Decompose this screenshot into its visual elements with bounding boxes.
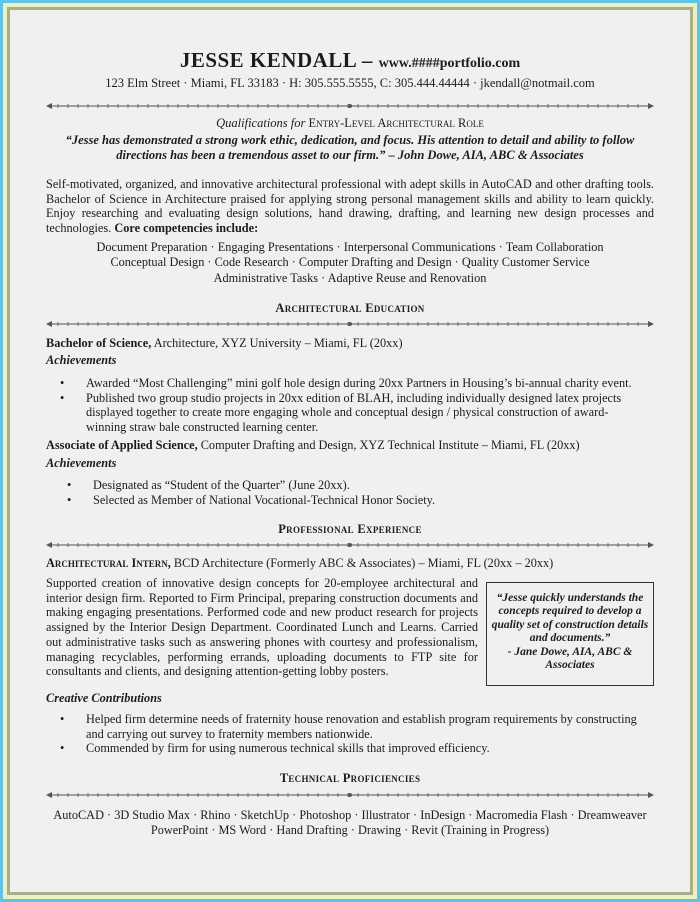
- list-item: [60, 390, 646, 435]
- divider-arrow-icon: [648, 103, 654, 109]
- job-title: Architectural Intern,: [46, 556, 171, 570]
- testimonial-author: - Jane Dowe, AIA, ABC & Associates: [507, 645, 633, 672]
- education-heading: Architectural Education: [275, 301, 425, 315]
- degree-detail: Architecture, XYZ University – Miami, FL (20xx): [151, 336, 403, 350]
- divider-arrow-icon: [648, 321, 654, 327]
- divider-center-dot: [348, 543, 352, 547]
- bullet-icon: •: [60, 390, 65, 405]
- divider-rule: [46, 791, 654, 799]
- ruler-divider-graphic: [46, 102, 654, 110]
- list-item: [67, 478, 653, 493]
- contact-info: 123 Elm Street · Miami, FL 33183 · H: 305.555.5555, C: 305.444.44444 · jkendall@notmail.com: [105, 76, 595, 90]
- degree-line: [46, 438, 580, 453]
- degree-name: Associate of Applied Science,: [46, 438, 198, 452]
- resume-page: [10, 10, 690, 892]
- bullet-text: Helped firm determine needs of fraternity house renovation and establish program requirements by constructing and carrying out survey to fraternity members nationwide.: [86, 712, 637, 741]
- divider-arrow-icon: [46, 542, 52, 548]
- divider-rule: [46, 102, 654, 110]
- bullet-text: Selected as Member of National Vocational-Technical Honor Society.: [93, 492, 436, 507]
- technical-heading: Technical Proficiencies: [279, 771, 421, 785]
- achievements-list: [67, 478, 653, 507]
- divider-center-dot: [348, 104, 352, 108]
- quote-line-1: “Jesse has demonstrated a strong work ethic, dedication, and focus. His attention to detail and ability to follow: [65, 133, 635, 147]
- portfolio-url[interactable]: www.####portfolio.com: [378, 56, 521, 71]
- job-detail: BCD Architecture (Formerly ABC & Associates) – Miami, FL (20xx – 20xx): [170, 556, 554, 570]
- bullet-text: Commended by firm for using numerous technical skills that improved efficiency.: [86, 741, 490, 756]
- list-item: [60, 376, 646, 391]
- contributions-label: Creative Contributions: [46, 691, 162, 705]
- qualifications-prefix: Qualifications for: [216, 116, 309, 130]
- divider-arrow-icon: [46, 321, 52, 327]
- core-competencies: [10, 240, 690, 286]
- divider-arrow-icon: [648, 542, 654, 548]
- degree-detail: Computer Drafting and Design, XYZ Technical Institute – Miami, FL (20xx): [197, 438, 580, 452]
- header-name-line: [10, 48, 690, 73]
- bullet-icon: •: [60, 376, 65, 390]
- bullet-icon: •: [67, 478, 72, 492]
- degree-line: [46, 336, 403, 351]
- bullet-text: Published two group studio projects in 20xx edition of BLAH, including individually designed latex projects displayed together to create more engaging whole and conceptual design / physical construction of award-winning straw bale constructed learning center.: [86, 390, 622, 435]
- job-line: [46, 556, 553, 571]
- list-item: [60, 741, 654, 756]
- ruler-divider-graphic: [46, 320, 654, 328]
- profile-summary: [46, 177, 654, 236]
- skills-line: PowerPoint · MS Word · Hand Drafting · Drawing · Revit (Training in Progress): [150, 823, 550, 838]
- ruler-divider-graphic: [46, 791, 654, 799]
- candidate-name: JESSE KENDALL: [179, 48, 357, 72]
- divider-rule: [46, 320, 654, 328]
- skills-line: AutoCAD · 3D Studio Max · Rhino · SketchUp · Photoshop · Illustrator · InDesign · Macromedia Flash · Dreamweaver: [53, 808, 647, 822]
- achievements-list: [60, 376, 646, 435]
- name-dash: –: [356, 48, 379, 72]
- divider-center-dot: [348, 322, 352, 326]
- bullet-text: Designated as “Student of the Quarter” (June 20xx).: [93, 478, 350, 492]
- core-competencies-label: Core competencies include:: [114, 221, 259, 236]
- competency-line: Conceptual Design · Code Research · Computer Drafting and Design · Quality Customer Service: [110, 255, 590, 270]
- competency-line: Document Preparation · Engaging Presentations · Interpersonal Communications · Team Collaboration: [96, 240, 604, 254]
- divider-arrow-icon: [46, 103, 52, 109]
- target-role: Entry-Level Architectural Role: [308, 116, 484, 130]
- job-description: Supported creation of innovative design concepts for 20-employee architectural and interior design firm. Reported to Firm Principal, preparing construction documents and making engaging presentations. Performed code and new product research for projects assigned by the Interior Design Department. Coordinated Lunch and Learns. Carried out administrative tasks such as answering phones with courtesy and professionalism, managing recyclables, performing errands, uploading documents to FTP site for consultants and clients, and designing attention-getting lobby posters.: [46, 576, 478, 679]
- bullet-icon: •: [60, 712, 65, 726]
- technical-skills: [10, 808, 690, 839]
- qualifications-heading: [10, 116, 690, 131]
- divider-arrow-icon: [46, 792, 52, 798]
- experience-heading: Professional Experience: [278, 522, 422, 536]
- achievements-label: Achievements: [46, 456, 117, 470]
- bullet-text: Awarded “Most Challenging” mini golf hole design during 20xx Partners in Housing’s bi-annual charity event.: [86, 376, 632, 390]
- testimonial-box: [486, 582, 654, 686]
- bullet-icon: •: [60, 741, 65, 756]
- ruler-divider-graphic: [46, 541, 654, 549]
- endorsement-quote: [10, 133, 690, 163]
- achievements-label: Achievements: [46, 353, 117, 367]
- degree-name: Bachelor of Science,: [46, 336, 152, 350]
- divider-center-dot: [348, 793, 352, 797]
- bullet-icon: •: [67, 492, 72, 507]
- divider-arrow-icon: [648, 792, 654, 798]
- list-item: [67, 492, 653, 508]
- contributions-list: [60, 712, 654, 756]
- summary-text: Self-motivated, organized, and innovative architectural professional with adept skills in AutoCAD and other drafting tools. Bachelor of Science in Architecture praised for applying strong personal management skills and ability to learn quickly. Enjoy researching and evaluating design solutions, hand drawing, drafting, and learning new design processes and technologies.: [46, 177, 654, 236]
- list-item: [60, 712, 654, 741]
- divider-rule: [46, 541, 654, 549]
- testimonial-quote: “Jesse quickly understands the concepts required to develop a quality set of construction details and documents.”: [491, 592, 649, 645]
- quote-line-2: directions has been a tremendous asset to our firm.” – John Dowe, AIA, ABC & Associates: [116, 148, 584, 162]
- competency-line: Administrative Tasks · Adaptive Reuse and Renovation: [213, 270, 487, 285]
